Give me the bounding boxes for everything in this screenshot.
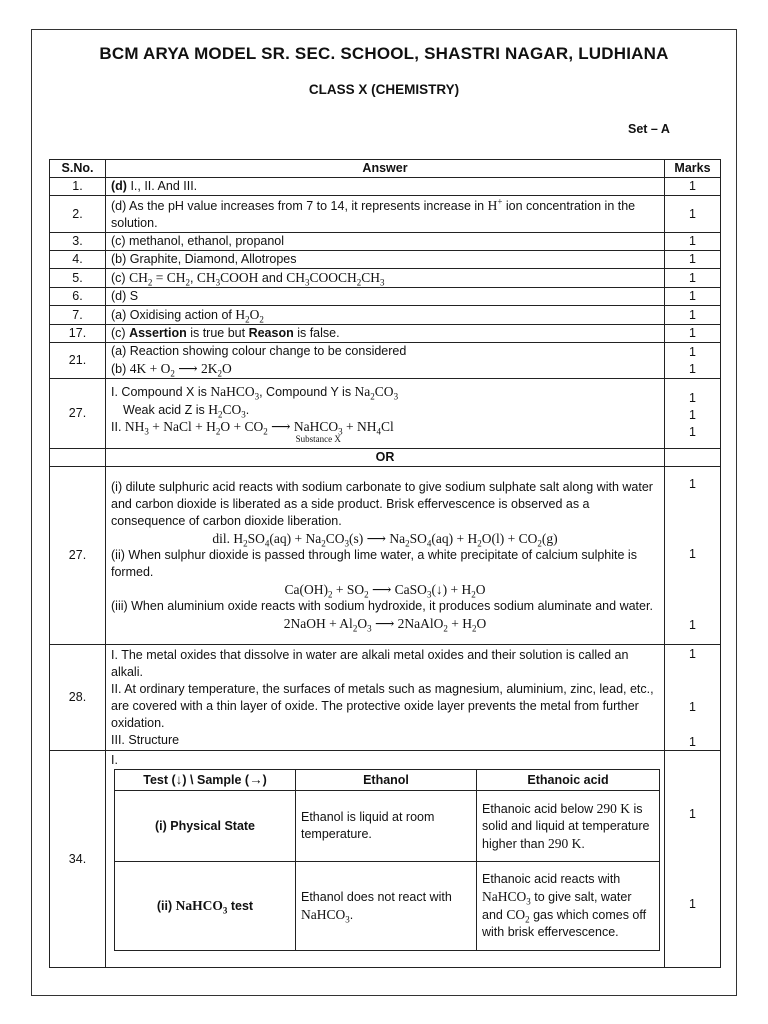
answer-cell xyxy=(106,325,665,343)
answer-paragraph: II. At ordinary temperature, the surfaces of metals such as magnesium, aluminium, zinc, lead, etc., are covered with a thin layer of oxide. The protective oxide layer prevents the metal from further oxidation. xyxy=(111,681,654,730)
formula-sodium-carbonate: $Na_2CO_3$ xyxy=(354,384,399,402)
answer-option: (c) xyxy=(111,326,130,340)
answer-text: I. Compound X is xyxy=(111,385,211,399)
marks-cell xyxy=(665,751,721,968)
equation-sulphuric-acid: dil. $H_2SO_4(aq) + Na_2CO_3(s)$ ⟶ $Na_2SO_4(aq) + H_2O(l) + CO_2(g)$ xyxy=(212,531,558,549)
or-row xyxy=(50,449,721,467)
table-row xyxy=(50,645,721,751)
answer-text: ion concentration in the solution. xyxy=(111,198,636,230)
answer-line xyxy=(111,360,659,378)
comparison-row xyxy=(115,862,660,951)
mark-value: 1 xyxy=(689,361,696,376)
table-row xyxy=(50,178,721,196)
comparison-table xyxy=(114,769,660,951)
answer-line xyxy=(111,383,659,401)
observation-text: to give salt, water and xyxy=(482,890,632,922)
answer-line: Weak acid Z is $H_2CO_3$. xyxy=(123,402,250,420)
answer-cell: (b) Graphite, Diamond, Allotropes xyxy=(106,251,665,269)
answer-text: Weak acid Z is xyxy=(123,403,209,417)
marks-cell: 1 xyxy=(665,325,721,343)
answer-cell xyxy=(106,645,665,751)
row-number: 2. xyxy=(50,196,106,233)
marks-cell: 1 xyxy=(665,306,721,325)
mark-value: 1 xyxy=(689,407,696,422)
formula-ethene: $CH_2 = CH_2$ xyxy=(129,270,190,288)
class-title: CLASS X (CHEMISTRY) xyxy=(308,82,460,97)
school-title: BCM ARYA MODEL SR. SEC. SCHOOL, SHASTRI NAGAR, LUDHIANA xyxy=(99,44,669,63)
marks-cell xyxy=(665,343,721,379)
formula-sodium-bicarbonate: NaHCO$_3$ xyxy=(482,889,531,907)
marks-cell: 1 xyxy=(665,178,721,196)
header-ethanoic-acid: Ethanoic acid xyxy=(477,770,660,791)
answer-line xyxy=(111,419,659,444)
row-number: 17. xyxy=(50,325,106,343)
answer-text: , Compound Y is xyxy=(259,385,355,399)
observation-text: Ethanoic acid below xyxy=(482,801,597,816)
formula-sodium-bicarbonate: NaHCO$_3$ xyxy=(301,906,350,925)
ethanol-observation: Ethanol is liquid at room temperature. xyxy=(296,791,477,862)
table-row xyxy=(50,343,721,379)
equation-solvay: $NH_3$ + NaCl + $H_2O + CO_2$ ⟶ NaHCO$_3$ Substance X + $NH_4Cl$ xyxy=(124,419,394,444)
dil-label: dil. xyxy=(212,531,234,546)
table-row xyxy=(50,467,721,645)
answer-text: I., II. And III. xyxy=(126,179,198,193)
mark-value: 1 xyxy=(689,547,696,561)
acid-observation xyxy=(477,862,660,951)
comparison-header-row xyxy=(115,770,660,791)
observation-text: is solid and liquid at temperature higher than xyxy=(482,801,650,851)
header-test-sample xyxy=(115,770,296,791)
table-row xyxy=(50,325,721,343)
observation-text: Ethanoic acid reacts with xyxy=(482,872,621,886)
mark-value: 1 xyxy=(689,477,696,491)
row-number: 7. xyxy=(50,306,106,325)
marks-cell xyxy=(665,467,721,645)
answer-cell xyxy=(106,178,665,196)
observation-text: gas which comes off with brisk effervescence. xyxy=(482,908,647,939)
mark-value: 1 xyxy=(689,700,696,714)
test-name: (i) Physical State xyxy=(115,791,296,862)
mark-value: 1 xyxy=(689,647,696,661)
header-text: ) \ Sample ( xyxy=(182,773,250,787)
answer-cell xyxy=(106,343,665,379)
answer-paragraph: (iii) When aluminium oxide reacts with sodium hydroxide, it produces sodium aluminate and water. xyxy=(111,599,653,613)
header-text: Test ( xyxy=(143,773,176,787)
answer-text: S xyxy=(129,289,139,303)
row-number: 21. xyxy=(50,343,106,379)
assertion-word: Assertion xyxy=(129,326,187,340)
substance-label: Substance X xyxy=(295,434,341,444)
ion-symbol: H xyxy=(487,197,498,213)
header-marks: Marks xyxy=(665,160,721,178)
table-row xyxy=(50,379,721,449)
row-number: 6. xyxy=(50,288,106,306)
temperature-value: 290 K xyxy=(548,835,582,851)
answer-cell xyxy=(106,379,665,449)
mark-value: 1 xyxy=(689,735,696,749)
formula-ethanoic-acid: $CH_3COOH$ xyxy=(196,270,259,288)
table-row xyxy=(50,196,721,233)
test-text: test xyxy=(227,899,254,913)
mark-value: 1 xyxy=(689,424,696,439)
answer-text: is false. xyxy=(293,326,340,340)
table-row xyxy=(50,288,721,306)
answer-text: II. xyxy=(111,420,125,434)
answer-paragraph: (i) dilute sulphuric acid reacts with sodium carbonate to give sodium sulphate salt along with water and carbon dioxide is liberated as a side product. Brisk effervescence is observed as a consequence of carbon dioxide liberation. xyxy=(111,480,653,528)
header-answer: Answer xyxy=(106,160,665,178)
row-number: 1. xyxy=(50,178,106,196)
test-name xyxy=(115,862,296,951)
header-sno: S.No. xyxy=(50,160,106,178)
answer-cell xyxy=(106,306,665,325)
answer-line: I. xyxy=(111,753,118,767)
row-number: 27. xyxy=(50,379,106,449)
table-row xyxy=(50,233,721,251)
row-number: 3. xyxy=(50,233,106,251)
marks-cell: 1 xyxy=(665,196,721,233)
answer-cell: (c) $CH_2 = CH_2$, $CH_3COOH$ and $CH_3COOCH_2CH_3$ xyxy=(106,269,665,288)
temperature-value: 290 K xyxy=(596,800,631,816)
row-number: 5. xyxy=(50,269,106,288)
answer-text: is true but xyxy=(186,326,249,340)
answer-text: (a) Oxidising action of xyxy=(111,308,236,322)
header-text: ) xyxy=(262,773,267,787)
marks-cell xyxy=(665,645,721,751)
answer-cell xyxy=(106,751,665,968)
mark-value: 1 xyxy=(689,390,696,405)
answer-paragraph: III. Structure xyxy=(111,732,180,747)
table-row xyxy=(50,269,721,288)
observation-text: Ethanol does not react with xyxy=(301,889,452,904)
answer-option: (b) xyxy=(111,362,130,376)
mark-value: 1 xyxy=(689,344,696,359)
reason-word: Reason xyxy=(248,326,294,340)
down-arrow-icon: ↓ xyxy=(175,772,183,787)
answer-cell xyxy=(106,196,665,233)
ion-formula xyxy=(488,198,503,213)
marks-cell: 1 xyxy=(665,251,721,269)
or-label: OR xyxy=(106,449,665,467)
set-label: Set – A xyxy=(628,122,670,136)
row-number: 28. xyxy=(50,645,106,751)
formula-hydrogen-peroxide: $H_2O_2$ xyxy=(235,307,264,325)
row-number: 4. xyxy=(50,251,106,269)
comparison-row xyxy=(115,791,660,862)
marks-cell xyxy=(665,379,721,449)
answer-option: (d) xyxy=(111,289,130,303)
answer-option: (d) xyxy=(111,179,127,193)
row-number: 34. xyxy=(50,751,106,968)
row-number: 27. xyxy=(50,467,106,645)
answer-option: (c) xyxy=(111,271,130,285)
answer-cell xyxy=(106,467,665,645)
substance-x-group: NaHCO$_3$ Substance X xyxy=(293,419,343,444)
equation-potassium-oxide: $4K + O_2$ ⟶ $2K_2O$ xyxy=(129,361,232,379)
formula-sodium-bicarbonate: NaHCO$_3$ xyxy=(175,898,228,916)
test-text: (ii) xyxy=(156,899,176,913)
mark-value: 1 xyxy=(689,897,696,911)
table-header-row xyxy=(50,160,721,178)
ethanol-observation: Ethanol does not react with NaHCO$_3$. xyxy=(296,862,477,951)
mark-value: 1 xyxy=(689,618,696,632)
answer-text: and xyxy=(258,271,287,285)
answer-paragraph: (ii) When sulphur dioxide is passed through lime water, a white precipitate of calcium sulphite is formed. xyxy=(111,548,637,579)
marks-cell: 1 xyxy=(665,233,721,251)
equation-aluminate: 2NaOH + $Al_2O_3$ ⟶ 2NaAlO$_2$ + $H_2O$ xyxy=(283,616,487,634)
marks-cell: 1 xyxy=(665,269,721,288)
answer-line: (a) Reaction showing colour change to be considered xyxy=(111,344,407,358)
answer-text: (d) As the pH value increases from 7 to 14, it represents increase in xyxy=(111,198,488,213)
empty-cell xyxy=(665,449,721,467)
ion-charge: + xyxy=(497,196,503,206)
answer-cell: (c) methanol, ethanol, propanol xyxy=(106,233,665,251)
empty-cell xyxy=(50,449,106,467)
formula-ethyl-ethanoate: $CH_3COOCH_2CH_3$ xyxy=(286,270,385,288)
mark-value: 1 xyxy=(689,807,696,821)
formula-carbonic-acid: $H_2CO_3$ xyxy=(208,402,246,420)
table-row xyxy=(50,306,721,325)
acid-observation: Ethanoic acid below 290 K is solid and liquid at temperature higher than 290 K. xyxy=(477,791,660,862)
answer-cell xyxy=(106,288,665,306)
table-row xyxy=(50,751,721,968)
equation-lime-water: $Ca(OH)_2 + SO_2$ ⟶ CaSO$_3$(↓) + $H_2O$ xyxy=(284,582,486,600)
formula-carbon-dioxide: $CO_2$ xyxy=(506,907,530,925)
marks-cell: 1 xyxy=(665,288,721,306)
header-ethanol: Ethanol xyxy=(296,770,477,791)
right-arrow-icon: → xyxy=(249,772,263,787)
answer-key-table xyxy=(49,159,721,968)
formula-sodium-bicarbonate: NaHCO$_3$ xyxy=(210,384,260,402)
table-row xyxy=(50,251,721,269)
answer-paragraph: I. The metal oxides that dissolve in water are alkali metal oxides and their solution is called an alkali. xyxy=(111,647,629,679)
